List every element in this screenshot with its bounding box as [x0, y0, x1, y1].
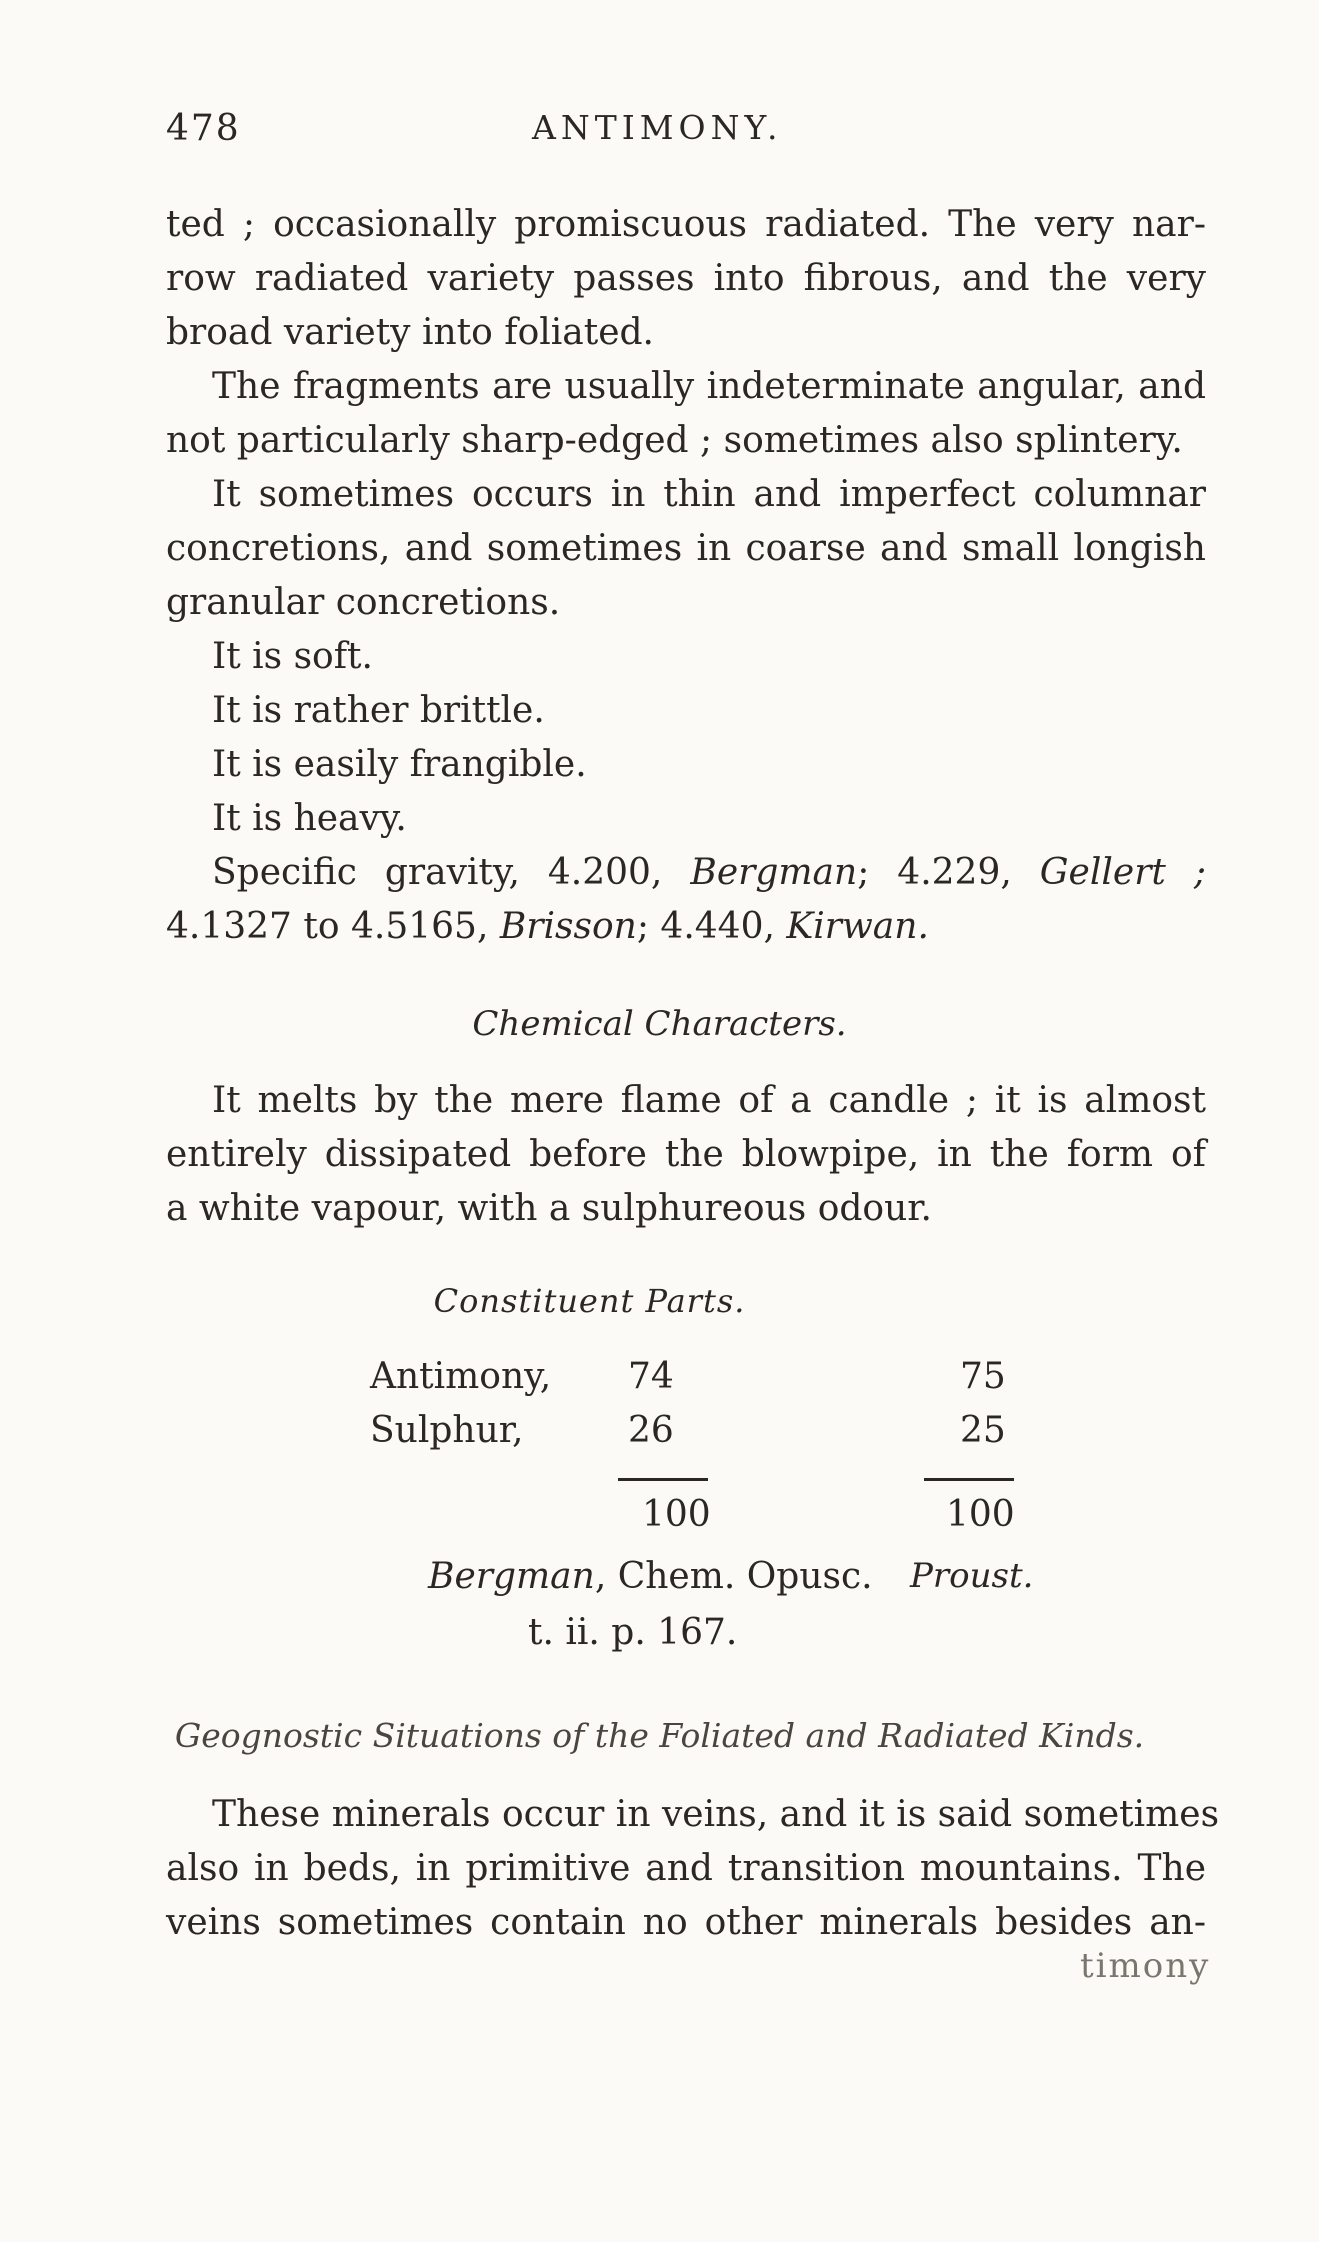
chemical-paragraph — [166, 1074, 1206, 1236]
running-title: ANTIMONY. — [532, 108, 783, 147]
text-line: It sometimes occurs in thin and imperfect columnar — [212, 474, 1206, 515]
text-line: not particularly sharp-edged ; sometimes also splintery. — [166, 420, 1183, 461]
specific-gravity — [166, 846, 1206, 954]
author-bergman: Bergman — [690, 852, 858, 893]
catchword: timony — [1080, 1946, 1211, 1986]
proust-value: 75 — [960, 1356, 1006, 1397]
page-number: 478 — [166, 108, 241, 149]
page-header — [166, 108, 1206, 158]
text-line: granular concretions. — [166, 582, 561, 623]
text-line: entirely dissipated before the blowpipe, in the form of — [166, 1134, 1206, 1175]
constituent-parts-heading: Constituent Parts. — [433, 1282, 746, 1320]
geognostic-paragraph — [166, 1788, 1220, 1950]
paragraph-3 — [166, 468, 1206, 630]
source-bergman-reference: t. ii. p. 167. — [528, 1612, 738, 1653]
author-kirwan: Kirwan. — [786, 906, 929, 947]
text-line: row radiated variety passes into fibrous, and the very — [166, 258, 1206, 299]
text-line: also in beds, in primitive and transition mountains. The — [166, 1848, 1206, 1889]
proust-value: 25 — [960, 1410, 1006, 1451]
gravity-text: ; 4.229, — [857, 852, 1040, 893]
paragraph-2 — [166, 360, 1206, 468]
property-line: It is rather brittle. — [212, 690, 545, 731]
gravity-line-1 — [166, 846, 1206, 900]
geognostic-heading: Geognostic Situations of the Foliated and Radiated Kinds. — [174, 1716, 1145, 1755]
property-line: It is easily frangible. — [212, 744, 587, 785]
source-bergman-rest: , Chem. Opusc. — [594, 1556, 873, 1597]
properties-list — [166, 630, 1206, 846]
source-proust: Proust. — [910, 1556, 1034, 1596]
text-line: These minerals occur in veins, and it is said sometimes — [212, 1794, 1220, 1835]
author-gellert: Gellert ; — [1039, 852, 1206, 893]
gravity-text: ; 4.440, — [636, 906, 787, 947]
text-line: The fragments are usually indeterminate angular, and — [212, 366, 1206, 407]
paragraph-1 — [166, 198, 1206, 360]
author-brisson: Brisson — [499, 906, 637, 947]
proust-total: 100 — [946, 1494, 1015, 1535]
gravity-text: 4.1327 to 4.5165, — [166, 906, 500, 947]
text-line: veins sometimes contain no other minerals besides an- — [166, 1902, 1206, 1943]
text-line: ted ; occasionally promiscuous radiated. The very nar- — [166, 204, 1206, 245]
source-bergman — [428, 1556, 873, 1597]
bergman-value: 26 — [628, 1410, 674, 1451]
bergman-total: 100 — [642, 1494, 711, 1535]
bergman-value: 74 — [628, 1356, 674, 1397]
chemical-characters-heading: Chemical Characters. — [472, 1004, 847, 1044]
gravity-text: Specific gravity, 4.200, — [212, 852, 691, 893]
text-line: It melts by the mere flame of a candle ; it is almost — [212, 1080, 1206, 1121]
row-label-sulphur: Sulphur, — [370, 1410, 524, 1451]
sum-rule-bergman — [618, 1478, 708, 1481]
text-line: concretions, and sometimes in coarse and small longish — [166, 528, 1206, 569]
text-line: broad variety into foliated. — [166, 312, 654, 353]
property-line: It is heavy. — [212, 798, 407, 839]
sum-rule-proust — [924, 1478, 1014, 1481]
gravity-line-2 — [166, 900, 1206, 954]
source-bergman-name: Bergman — [428, 1556, 595, 1597]
text-line: a white vapour, with a sulphureous odour. — [166, 1188, 932, 1229]
row-label-antimony: Antimony, — [370, 1356, 552, 1397]
property-line: It is soft. — [212, 636, 373, 677]
